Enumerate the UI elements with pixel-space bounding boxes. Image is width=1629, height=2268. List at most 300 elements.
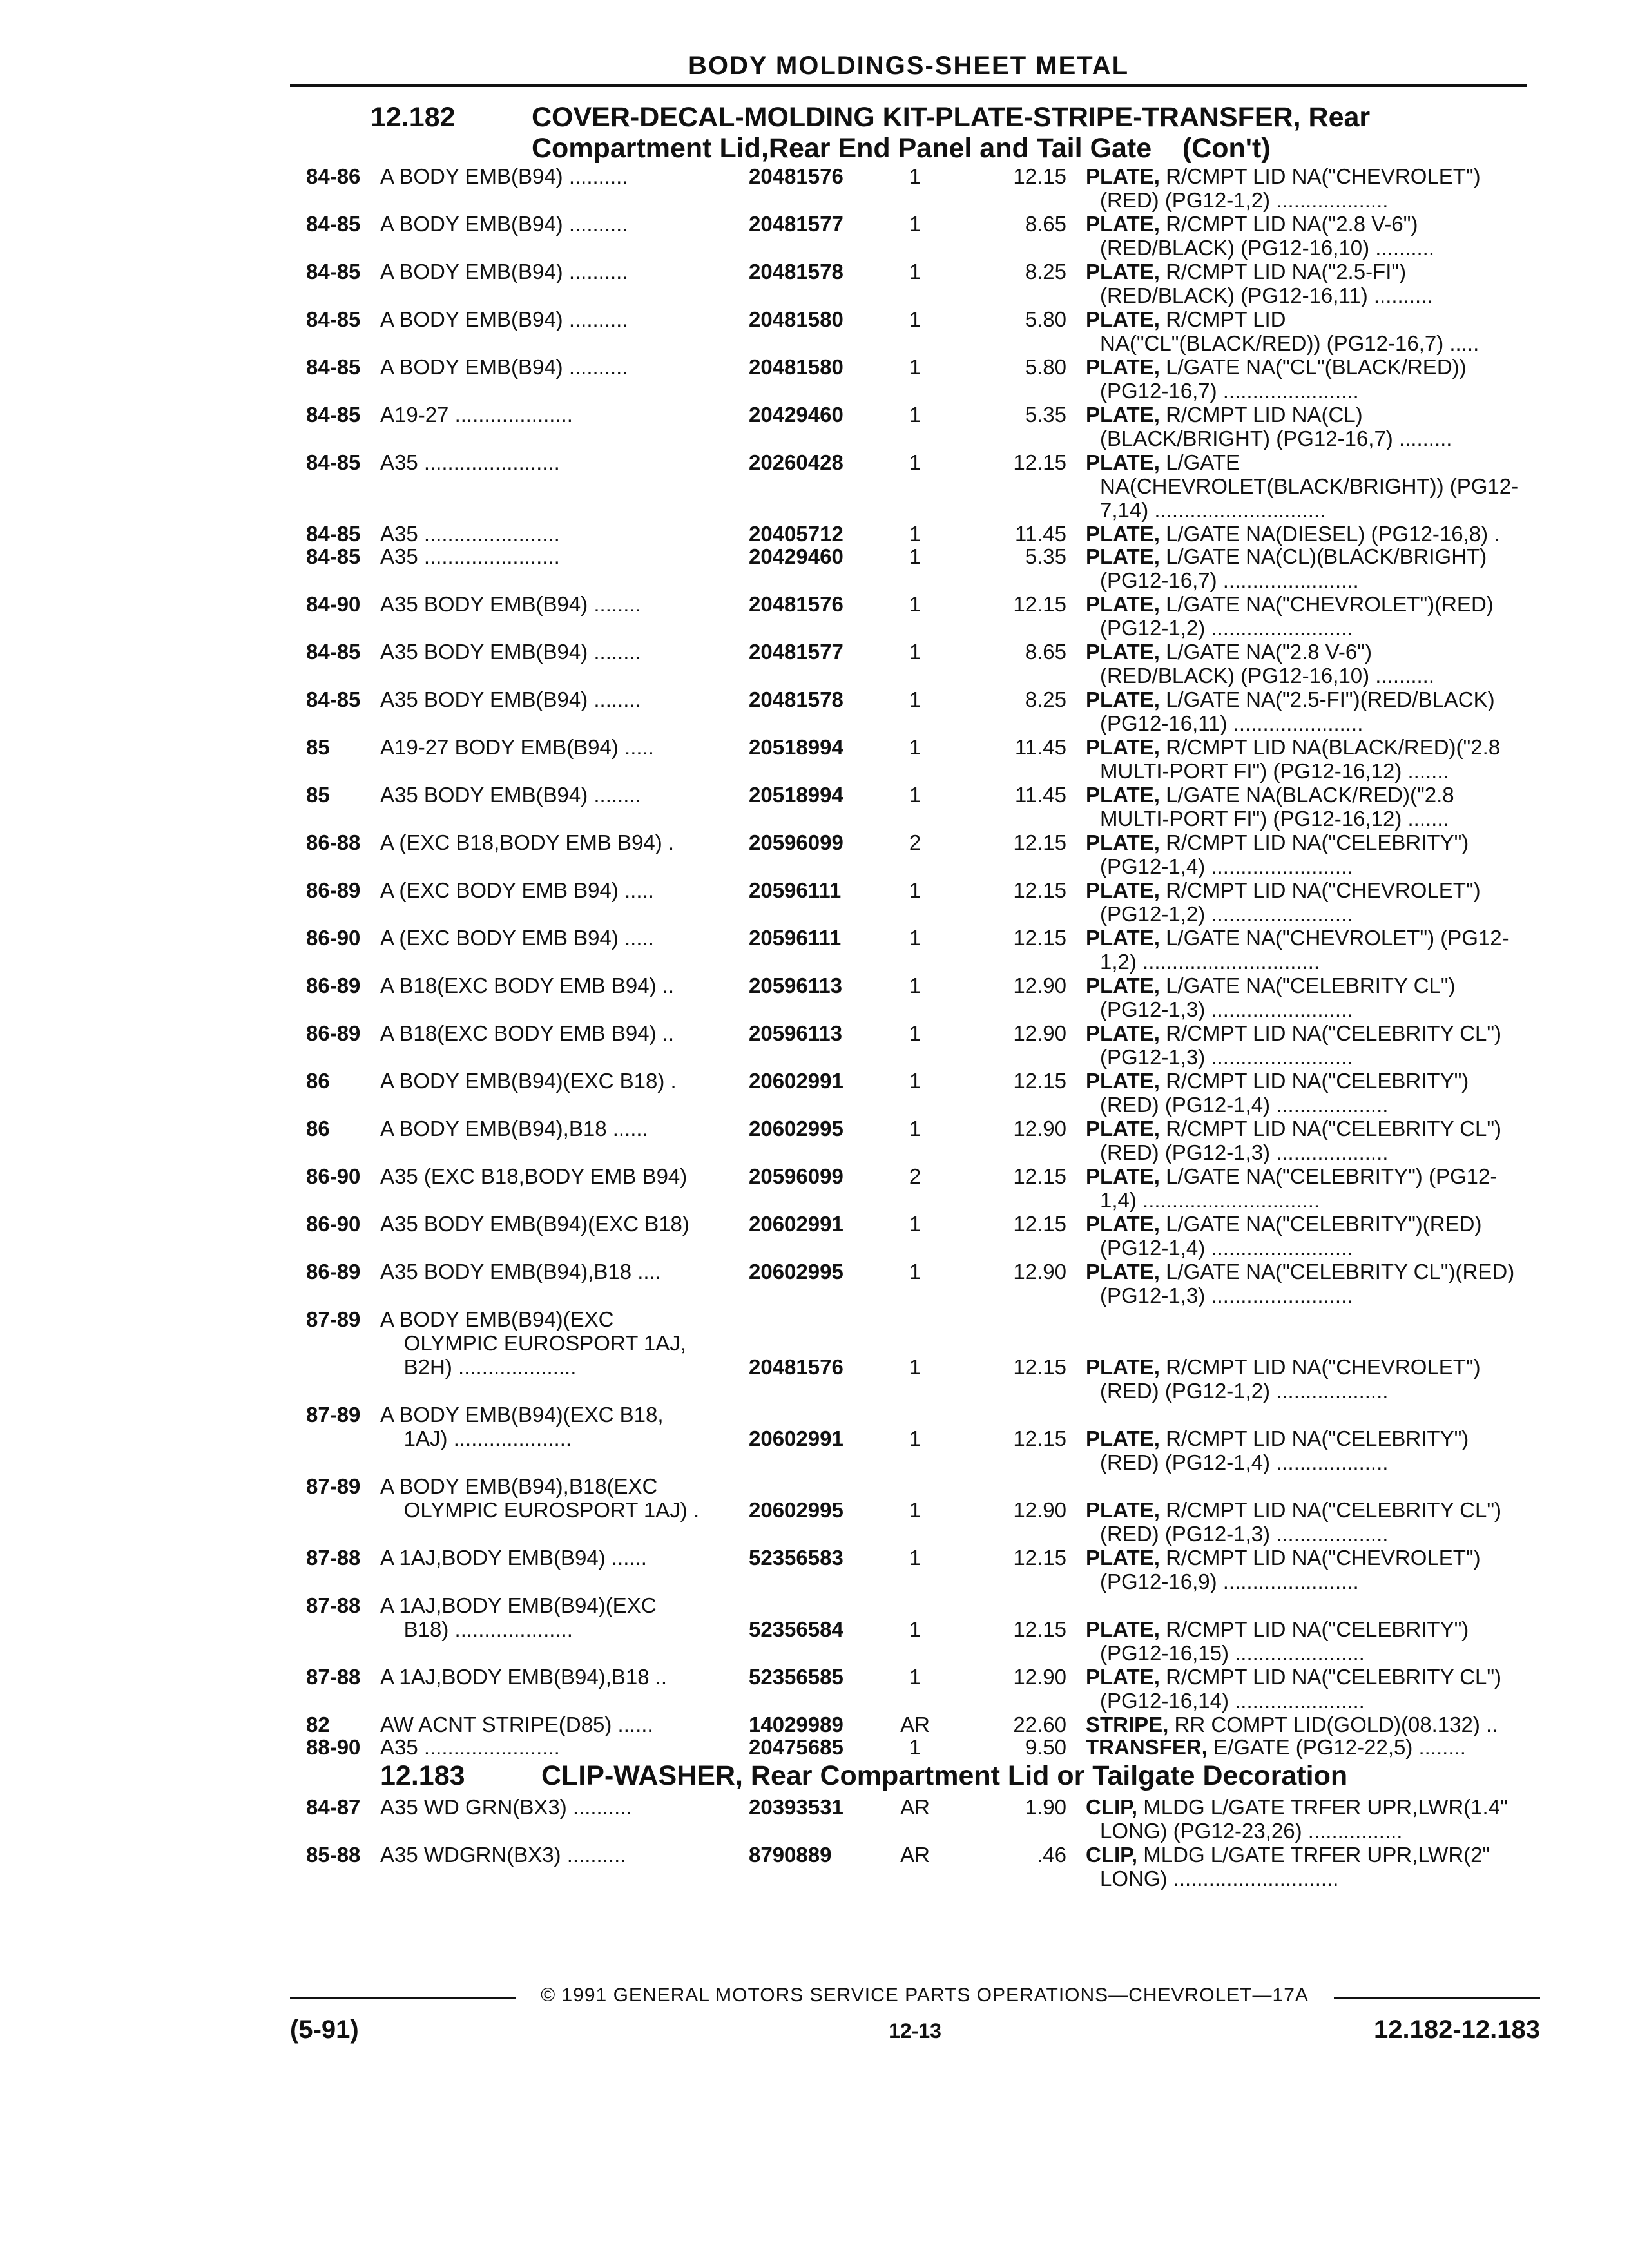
model-years: 84-85 [306,544,361,568]
description-line [1086,188,1550,212]
quantity: 1 [909,640,921,664]
description-line [1086,616,1550,640]
part-description [1086,1498,1550,1546]
description-text: R/CMPT LID NA("CELEBRITY") [1166,1617,1469,1641]
quantity: 1 [909,307,921,331]
part-description [1086,735,1550,783]
model-years: 86-88 [306,831,361,854]
part-description [1086,260,1550,307]
description-text: R/CMPT LID NA(BLACK/RED)("2.8 [1166,735,1501,759]
part-description [1086,1427,1550,1474]
description-keyword: PLATE, [1086,450,1160,474]
description-text: (RED) (PG12-1,3) ................... [1100,1522,1389,1546]
description-keyword: PLATE, [1086,687,1160,711]
part-description [1086,878,1550,926]
description-text: L/GATE NA("CL"(BLACK/RED)) [1166,355,1467,379]
model-application [380,1021,744,1045]
price: 5.80 [1025,355,1066,379]
table-row [290,1212,1540,1260]
model-line: A BODY EMB(B94) .......... [380,164,628,188]
quantity: AR [900,1713,930,1736]
part-description [1086,1713,1550,1736]
description-line [1086,1093,1550,1117]
footer-info-row [290,2015,1540,2048]
model-line: B18) .................... [380,1617,573,1641]
quantity: 1 [909,735,921,759]
description-line [1086,1117,1550,1140]
model-line: A19-27 .................... [380,403,573,427]
table-row [290,783,1540,831]
description-line [1086,355,1550,379]
description-line [1086,474,1550,498]
description-text: (RED) (PG12-1,3) ................... [1100,1140,1389,1164]
description-text: R/CMPT LID [1166,307,1286,331]
price: 11.45 [1014,735,1066,759]
section-number: 12.182 [371,102,456,133]
price: 11.45 [1014,783,1066,807]
description-line [1086,1522,1550,1546]
table-row [290,1069,1540,1117]
part-number: 20602991 [749,1427,843,1450]
quantity: 1 [909,1735,921,1759]
model-years: 85 [306,783,330,807]
section-number: 12.183 [380,1760,465,1791]
description-line [1086,997,1550,1021]
model-line: OLYMPIC EUROSPORT 1AJ) . [380,1498,700,1522]
table-row [290,926,1540,974]
description-text: (PG12-1,2) ........................ [1100,616,1353,640]
model-application [380,878,744,902]
price: 12.15 [1013,1069,1066,1093]
description-keyword: PLATE, [1086,1212,1160,1236]
description-line [1086,1498,1550,1522]
description-line [1086,807,1550,831]
model-application [380,1735,744,1759]
part-description [1086,307,1550,355]
part-number: 20481576 [749,164,843,188]
description-line [1086,403,1550,427]
model-line: A 1AJ,BODY EMB(B94)(EXC [380,1593,657,1617]
model-years: 84-85 [306,640,361,664]
model-application [380,355,744,379]
part-number: 14029989 [749,1713,843,1736]
description-keyword: PLATE, [1086,1546,1160,1570]
description-keyword: PLATE, [1086,640,1160,664]
description-keyword: PLATE, [1086,212,1160,236]
description-keyword: PLATE, [1086,1617,1160,1641]
price: 8.65 [1025,640,1066,664]
model-application [380,640,744,664]
section-title-line-1: COVER-DECAL-MOLDING KIT-PLATE-STRIPE-TRANSFER, Rear [532,102,1371,133]
description-line [1086,592,1550,616]
description-keyword: PLATE, [1086,1498,1160,1522]
model-line: A35 BODY EMB(B94) ........ [380,783,641,807]
model-years: 84-87 [306,1795,361,1819]
description-line [1086,1427,1550,1450]
part-number: 20481577 [749,212,843,236]
description-text: (PG12-16,14) ...................... [1100,1689,1365,1713]
model-years: 84-85 [306,212,361,236]
description-line [1086,307,1550,331]
description-keyword: PLATE, [1086,1164,1160,1188]
model-application [380,783,744,807]
table-row [290,544,1540,592]
model-line: A 1AJ,BODY EMB(B94) ...... [380,1546,647,1570]
part-number: 20602995 [749,1498,843,1522]
part-description [1086,1021,1550,1069]
description-line [1086,902,1550,926]
description-text: (PG12-1,3) ........................ [1100,1283,1353,1307]
model-years: 86-90 [306,926,361,950]
quantity: 1 [909,1498,921,1522]
model-application [380,1474,744,1522]
model-application [380,1164,744,1188]
description-line [1086,1164,1550,1188]
part-description [1086,783,1550,831]
price: 12.90 [1013,1117,1066,1140]
description-keyword: PLATE, [1086,164,1160,188]
price: 12.15 [1013,1617,1066,1641]
description-line [1086,687,1550,711]
section-title [532,102,1537,164]
table-row [290,1117,1540,1164]
price: 5.35 [1025,544,1066,568]
description-line [1086,1819,1550,1843]
model-application [380,1795,744,1819]
model-application [380,212,744,236]
model-years: 84-85 [306,307,361,331]
description-keyword: PLATE, [1086,1427,1160,1450]
description-text: MULTI-PORT FI") (PG12-16,12) ....... [1100,807,1449,831]
description-line [1086,950,1550,974]
description-line [1086,450,1550,474]
description-text: LONG) ............................ [1100,1867,1339,1890]
part-description [1086,1117,1550,1164]
description-text: R/CMPT LID NA("CHEVROLET") [1166,1546,1481,1570]
description-line [1086,1236,1550,1260]
description-text: L/GATE NA("CELEBRITY CL") [1166,974,1456,997]
quantity: 1 [909,974,921,997]
table-row [290,735,1540,783]
part-description [1086,831,1550,878]
description-text: (PG12-16,9) ....................... [1100,1570,1359,1593]
description-text: R/CMPT LID NA("CHEVROLET") [1166,1355,1481,1379]
part-description [1086,355,1550,403]
part-number: 20596111 [749,926,842,950]
price: 8.25 [1025,260,1066,284]
table-row [290,1735,1540,1759]
part-number: 20596113 [749,974,843,997]
price: 5.35 [1025,403,1066,427]
part-description [1086,926,1550,974]
description-text: L/GATE NA("2.8 V-6") [1166,640,1372,664]
model-application [380,260,744,284]
part-description [1086,1617,1550,1665]
table-row [290,522,1540,546]
part-number: 20429460 [749,403,843,427]
model-application [380,403,744,427]
part-description [1086,1795,1550,1843]
price: 12.15 [1013,1355,1066,1379]
price: 12.15 [1013,450,1066,474]
table-row [290,974,1540,1021]
part-description [1086,974,1550,1021]
description-text: R/CMPT LID NA("CHEVROLET") [1166,878,1481,902]
part-number: 52356585 [749,1665,843,1689]
model-years: 87-88 [306,1546,361,1570]
model-application [380,522,744,546]
table-row [290,1665,1540,1713]
quantity: 1 [909,878,921,902]
description-line [1086,1379,1550,1403]
description-line [1086,379,1550,403]
model-application [380,307,744,331]
quantity: AR [900,1843,930,1867]
part-number: 20481580 [749,307,843,331]
quantity: 1 [909,1355,921,1379]
model-years: 87-88 [306,1593,361,1617]
model-application [380,1212,744,1236]
quantity: 1 [909,522,921,546]
description-line [1086,640,1550,664]
model-application [380,1665,744,1689]
description-text: L/GATE NA(BLACK/RED)("2.8 [1166,783,1454,807]
description-line [1086,1045,1550,1069]
part-number: 20475685 [749,1735,843,1759]
description-text: (RED/BLACK) (PG12-16,10) .......... [1100,664,1434,687]
quantity: 1 [909,926,921,950]
description-line [1086,1617,1550,1641]
model-line: A35 (EXC B18,BODY EMB B94) [380,1164,688,1188]
description-text: R/CMPT LID NA("CELEBRITY") [1166,831,1469,854]
model-application [380,450,744,474]
description-text: NA("CL"(BLACK/RED)) (PG12-16,7) ..... [1100,331,1480,355]
model-line: A BODY EMB(B94) .......... [380,212,628,236]
description-line [1086,854,1550,878]
quantity: 1 [909,1427,921,1450]
description-line [1086,568,1550,592]
description-keyword: PLATE, [1086,974,1160,997]
quantity: 1 [909,783,921,807]
part-number: 20596099 [749,1164,843,1188]
description-text: R/CMPT LID NA("CELEBRITY CL") [1166,1117,1502,1140]
table-row [290,260,1540,307]
description-text: (PG12-1,3) ........................ [1100,1045,1353,1069]
model-line: A BODY EMB(B94),B18 ...... [380,1117,648,1140]
model-line: OLYMPIC EUROSPORT 1AJ, [380,1331,686,1355]
part-description [1086,212,1550,260]
part-number: 20260428 [749,450,843,474]
description-text: (RED) (PG12-1,4) ................... [1100,1093,1389,1117]
table-row [290,1546,1540,1593]
description-text: L/GATE NA("CHEVROLET") (PG12- [1166,926,1509,950]
description-line [1086,1843,1550,1867]
description-line [1086,759,1550,783]
price: 12.15 [1013,1427,1066,1450]
quantity: 1 [909,164,921,188]
model-application [380,1069,744,1093]
model-years: 84-85 [306,355,361,379]
table-row [290,1593,1540,1665]
quantity: 1 [909,1212,921,1236]
part-number: 20481576 [749,592,843,616]
description-text: 1,2) .............................. [1100,950,1320,974]
model-line: A BODY EMB(B94) .......... [380,355,628,379]
part-number: 20518994 [749,735,843,759]
description-text: R/CMPT LID NA("2.5-FI") [1166,260,1407,284]
description-line [1086,1735,1550,1759]
price: 8.65 [1025,212,1066,236]
part-description [1086,544,1550,592]
model-line: A35 WDGRN(BX3) .......... [380,1843,626,1867]
description-keyword: CLIP, [1086,1795,1138,1819]
model-application [380,926,744,950]
model-years: 86-90 [306,1164,361,1188]
description-line [1086,1260,1550,1283]
model-years: 87-89 [306,1474,361,1498]
description-line [1086,1689,1550,1713]
description-line [1086,1021,1550,1045]
footer-section-range: 12.182-12.183 [1373,2015,1540,2044]
price: 1.90 [1025,1795,1066,1819]
description-text: R/CMPT LID NA(CL) [1166,403,1363,427]
description-keyword: PLATE, [1086,1260,1160,1283]
model-line: A BODY EMB(B94)(EXC [380,1307,614,1331]
description-text: L/GATE NA("2.5-FI")(RED/BLACK) [1166,687,1495,711]
table-row [290,450,1540,522]
quantity: 1 [909,212,921,236]
description-line [1086,284,1550,307]
description-text: L/GATE NA("CELEBRITY CL")(RED) [1166,1260,1515,1283]
part-description [1086,1260,1550,1307]
part-description [1086,450,1550,522]
quantity: 1 [909,1665,921,1689]
model-line: A35 BODY EMB(B94),B18 .... [380,1260,661,1283]
model-years: 82 [306,1713,330,1736]
description-text: R/CMPT LID NA("CELEBRITY CL") [1166,1498,1502,1522]
description-keyword: PLATE, [1086,592,1160,616]
part-number: 20596111 [749,878,842,902]
quantity: 2 [909,831,921,854]
part-number: 52356584 [749,1617,843,1641]
model-years: 84-85 [306,260,361,284]
description-line [1086,1546,1550,1570]
quantity: 1 [909,592,921,616]
model-application [380,1713,744,1736]
part-description [1086,1843,1550,1890]
model-application [380,1260,744,1283]
part-description [1086,592,1550,640]
price: 12.15 [1013,164,1066,188]
description-line [1086,878,1550,902]
model-line: A BODY EMB(B94) .......... [380,307,628,331]
description-text: L/GATE [1166,450,1240,474]
description-line [1086,1450,1550,1474]
model-line: A35 BODY EMB(B94) ........ [380,640,641,664]
model-application [380,1546,744,1570]
description-keyword: PLATE, [1086,878,1160,902]
table-row [290,592,1540,640]
description-text: L/GATE NA("CELEBRITY")(RED) [1166,1212,1482,1236]
description-line [1086,236,1550,260]
model-application [380,592,744,616]
section-title-line-2: Compartment Lid,Rear End Panel and Tail Gate (Con't) [532,133,1271,164]
quantity: 1 [909,1069,921,1093]
description-text: NA(CHEVROLET(BLACK/BRIGHT)) (PG12- [1100,474,1519,498]
model-line: A 1AJ,BODY EMB(B94),B18 .. [380,1665,668,1689]
description-keyword: PLATE, [1086,831,1160,854]
description-text: (BLACK/BRIGHT) (PG12-16,7) ......... [1100,427,1452,450]
model-years: 86 [306,1117,330,1140]
model-years: 84-85 [306,403,361,427]
description-text: (RED/BLACK) (PG12-16,10) .......... [1100,236,1434,260]
model-years: 84-85 [306,687,361,711]
price: 12.90 [1013,974,1066,997]
description-line [1086,1283,1550,1307]
part-description [1086,1164,1550,1212]
model-application [380,544,744,568]
footer-copyright: © 1991 GENERAL MOTORS SERVICE PARTS OPERATIONS—CHEVROLET—17A [541,1984,1309,2006]
description-text: (PG12-16,11) ...................... [1100,711,1364,735]
description-line [1086,1069,1550,1093]
table-row [290,1021,1540,1069]
model-line: A35 ....................... [380,450,560,474]
part-number: 20602991 [749,1212,843,1236]
description-line [1086,212,1550,236]
part-number: 20481576 [749,1355,843,1379]
model-application [380,1307,744,1379]
price: 12.15 [1013,592,1066,616]
quantity: 1 [909,403,921,427]
description-keyword: TRANSFER, [1086,1735,1208,1759]
part-number: 20481578 [749,687,843,711]
description-keyword: PLATE, [1086,522,1160,546]
description-line [1086,664,1550,687]
description-line [1086,544,1550,568]
description-keyword: PLATE, [1086,735,1160,759]
price: 12.15 [1013,878,1066,902]
catalog-page [290,45,1540,2171]
model-years: 87-88 [306,1665,361,1689]
description-line [1086,427,1550,450]
quantity: AR [900,1795,930,1819]
price: 12.90 [1013,1498,1066,1522]
description-text: R/CMPT LID NA("CELEBRITY CL") [1166,1021,1502,1045]
price: 12.15 [1013,1212,1066,1236]
model-line: A B18(EXC BODY EMB B94) .. [380,1021,675,1045]
quantity: 1 [909,544,921,568]
description-line [1086,974,1550,997]
table-row [290,212,1540,260]
page-header-title: BODY MOLDINGS-SHEET METAL [688,52,1130,80]
model-years: 86-89 [306,974,361,997]
description-keyword: PLATE, [1086,403,1160,427]
model-years: 85 [306,735,330,759]
part-description [1086,640,1550,687]
table-row [290,403,1540,450]
description-keyword: PLATE, [1086,355,1160,379]
description-text: E/GATE (PG12-22,5) ........ [1213,1735,1466,1759]
model-years: 87-89 [306,1403,361,1427]
description-keyword: PLATE, [1086,1021,1160,1045]
quantity: 2 [909,1164,921,1188]
part-number: 20602995 [749,1117,843,1140]
model-years: 88-90 [306,1735,361,1759]
model-application [380,735,744,759]
description-line [1086,926,1550,950]
price: 8.25 [1025,687,1066,711]
description-line [1086,711,1550,735]
